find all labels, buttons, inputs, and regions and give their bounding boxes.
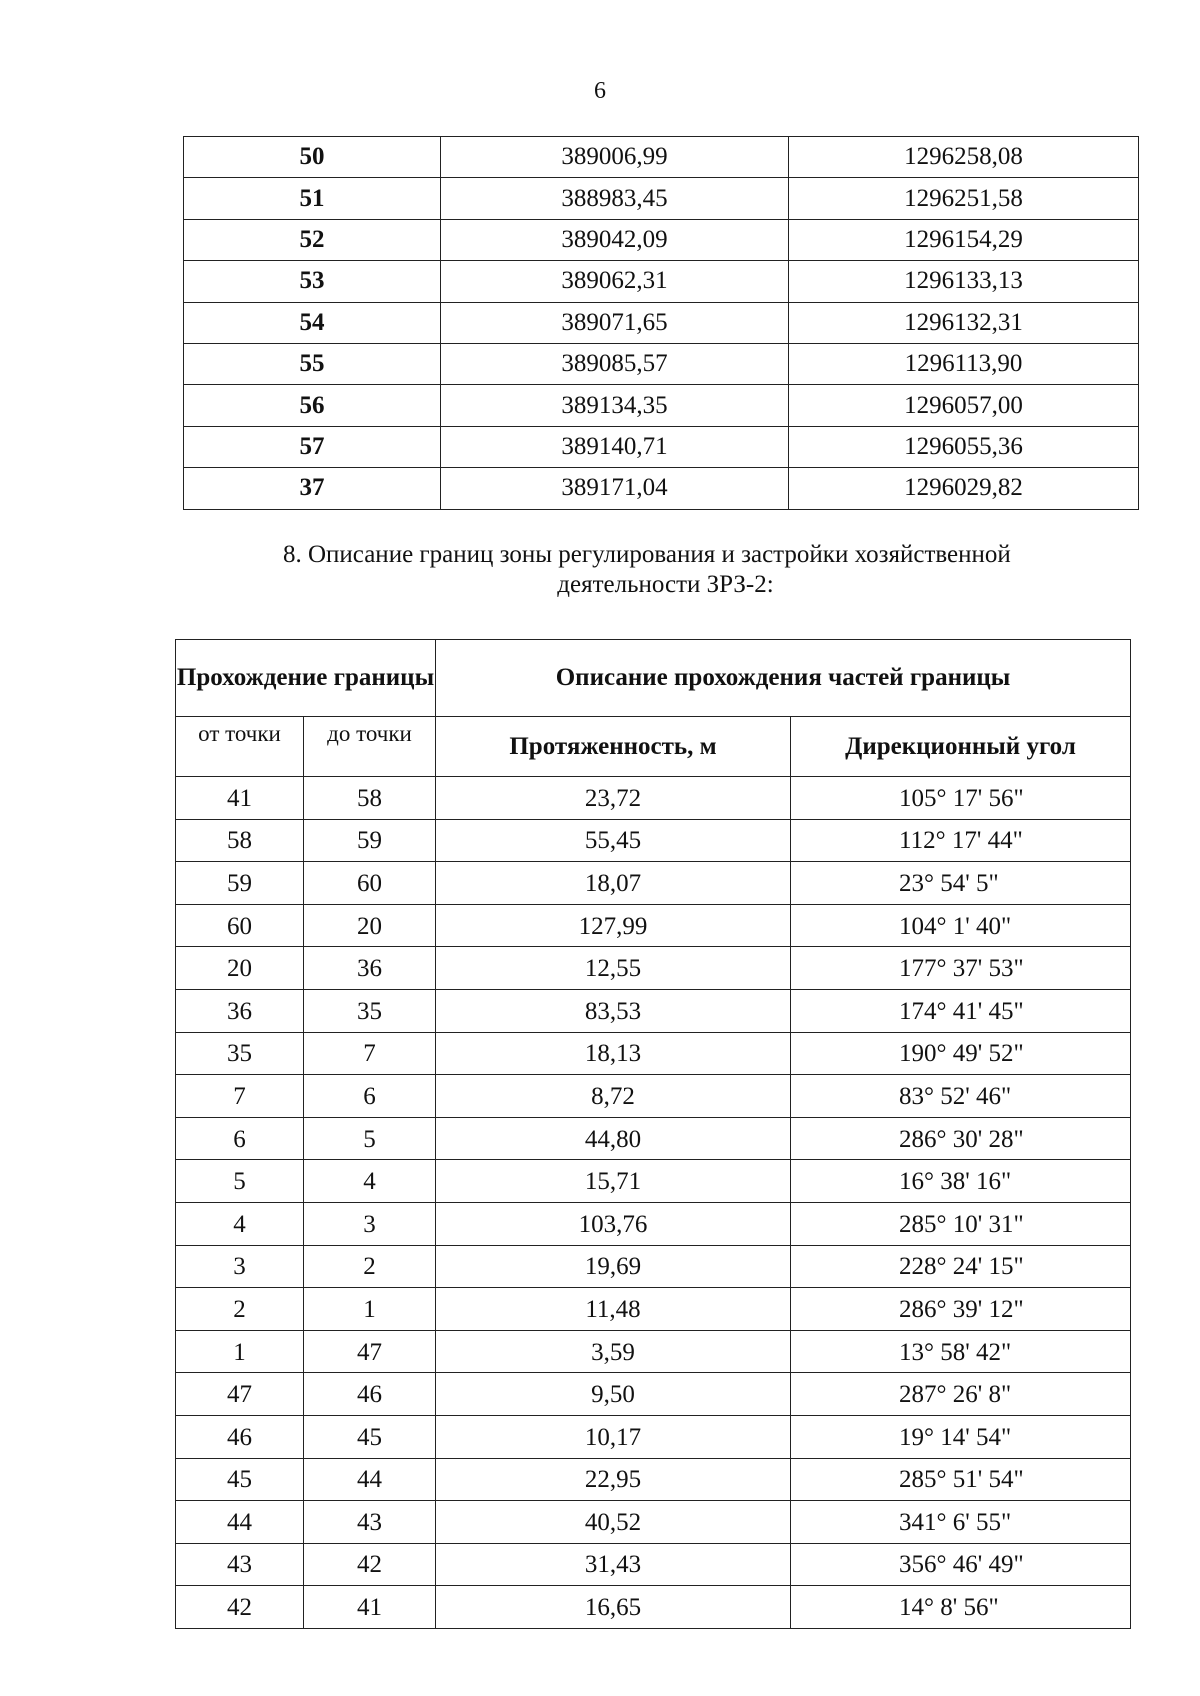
y-cell: 1296154,29	[789, 219, 1139, 260]
table-row	[176, 947, 1131, 990]
angle-cell: 83° 52' 46"	[791, 1075, 1131, 1118]
section-heading	[183, 540, 1138, 600]
angle-cell: 13° 58' 42"	[791, 1330, 1131, 1373]
from-cell: 1	[176, 1330, 304, 1373]
from-cell: 43	[176, 1543, 304, 1586]
angle-cell: 228° 24' 15"	[791, 1245, 1131, 1288]
length-cell: 11,48	[436, 1288, 791, 1331]
y-cell: 1296132,31	[789, 302, 1139, 343]
point-cell: 55	[184, 343, 441, 384]
from-cell: 36	[176, 989, 304, 1032]
angle-cell: 14° 8' 56"	[791, 1586, 1131, 1629]
y-cell: 1296251,58	[789, 178, 1139, 219]
from-cell: 42	[176, 1586, 304, 1629]
table-row	[176, 819, 1131, 862]
boundary-table-body	[176, 777, 1131, 1629]
length-cell: 8,72	[436, 1075, 791, 1118]
length-cell: 19,69	[436, 1245, 791, 1288]
from-cell: 3	[176, 1245, 304, 1288]
to-cell: 7	[304, 1032, 436, 1075]
angle-cell: 19° 14' 54"	[791, 1415, 1131, 1458]
from-cell: 4	[176, 1202, 304, 1245]
header-length: Протяженность, м	[436, 717, 791, 777]
from-cell: 58	[176, 819, 304, 862]
angle-cell: 341° 6' 55"	[791, 1501, 1131, 1544]
angle-cell: 105° 17' 56"	[791, 777, 1131, 820]
table-row	[176, 1330, 1131, 1373]
coordinates-table	[183, 136, 1139, 510]
table-row	[176, 1501, 1131, 1544]
x-cell: 389006,99	[441, 137, 789, 178]
from-cell: 59	[176, 862, 304, 905]
length-cell: 10,17	[436, 1415, 791, 1458]
to-cell: 59	[304, 819, 436, 862]
x-cell: 389085,57	[441, 343, 789, 384]
length-cell: 23,72	[436, 777, 791, 820]
angle-cell: 286° 30' 28"	[791, 1117, 1131, 1160]
table-row	[176, 1543, 1131, 1586]
table-row	[184, 219, 1139, 260]
from-cell: 60	[176, 904, 304, 947]
header-passage: Прохождение границы	[176, 640, 436, 717]
length-cell: 3,59	[436, 1330, 791, 1373]
from-cell: 20	[176, 947, 304, 990]
from-cell: 5	[176, 1160, 304, 1203]
header-angle: Дирекционный угол	[791, 717, 1131, 777]
angle-cell: 16° 38' 16"	[791, 1160, 1131, 1203]
length-cell: 9,50	[436, 1373, 791, 1416]
table-row	[176, 989, 1131, 1032]
to-cell: 44	[304, 1458, 436, 1501]
x-cell: 389140,71	[441, 426, 789, 467]
y-cell: 1296113,90	[789, 343, 1139, 384]
from-cell: 6	[176, 1117, 304, 1160]
length-cell: 83,53	[436, 989, 791, 1032]
from-cell: 2	[176, 1288, 304, 1331]
section-heading-line1: 8. Описание границ зоны регулирования и застройки хозяйственной	[283, 541, 1011, 568]
to-cell: 6	[304, 1075, 436, 1118]
angle-cell: 177° 37' 53"	[791, 947, 1131, 990]
from-cell: 35	[176, 1032, 304, 1075]
angle-cell: 356° 46' 49"	[791, 1543, 1131, 1586]
to-cell: 20	[304, 904, 436, 947]
to-cell: 41	[304, 1586, 436, 1629]
y-cell: 1296055,36	[789, 426, 1139, 467]
header-to-point: до точки	[304, 717, 436, 777]
table-row	[176, 1373, 1131, 1416]
table-row	[184, 385, 1139, 426]
point-cell: 50	[184, 137, 441, 178]
length-cell: 12,55	[436, 947, 791, 990]
table-row	[176, 1160, 1131, 1203]
y-cell: 1296029,82	[789, 468, 1139, 509]
to-cell: 58	[304, 777, 436, 820]
from-cell: 7	[176, 1075, 304, 1118]
to-cell: 2	[304, 1245, 436, 1288]
boundary-table	[175, 639, 1131, 1629]
point-cell: 37	[184, 468, 441, 509]
y-cell: 1296133,13	[789, 261, 1139, 302]
angle-cell: 287° 26' 8"	[791, 1373, 1131, 1416]
table-row	[176, 1032, 1131, 1075]
header-from-point: от точки	[176, 717, 304, 777]
angle-cell: 285° 51' 54"	[791, 1458, 1131, 1501]
x-cell: 389042,09	[441, 219, 789, 260]
from-cell: 41	[176, 777, 304, 820]
x-cell: 389062,31	[441, 261, 789, 302]
to-cell: 1	[304, 1288, 436, 1331]
y-cell: 1296057,00	[789, 385, 1139, 426]
length-cell: 22,95	[436, 1458, 791, 1501]
to-cell: 5	[304, 1117, 436, 1160]
length-cell: 44,80	[436, 1117, 791, 1160]
from-cell: 46	[176, 1415, 304, 1458]
x-cell: 388983,45	[441, 178, 789, 219]
length-cell: 18,13	[436, 1032, 791, 1075]
angle-cell: 104° 1' 40"	[791, 904, 1131, 947]
page-number: 6	[594, 78, 606, 104]
point-cell: 53	[184, 261, 441, 302]
table-row	[184, 261, 1139, 302]
point-cell: 51	[184, 178, 441, 219]
to-cell: 43	[304, 1501, 436, 1544]
angle-cell: 285° 10' 31"	[791, 1202, 1131, 1245]
table-row	[184, 468, 1139, 509]
to-cell: 3	[304, 1202, 436, 1245]
table-row	[176, 777, 1131, 820]
from-cell: 44	[176, 1501, 304, 1544]
length-cell: 16,65	[436, 1586, 791, 1629]
length-cell: 127,99	[436, 904, 791, 947]
angle-cell: 23° 54' 5"	[791, 862, 1131, 905]
table-row	[176, 1117, 1131, 1160]
from-cell: 47	[176, 1373, 304, 1416]
length-cell: 31,43	[436, 1543, 791, 1586]
angle-cell: 190° 49' 52"	[791, 1032, 1131, 1075]
table-row	[184, 178, 1139, 219]
point-cell: 52	[184, 219, 441, 260]
x-cell: 389134,35	[441, 385, 789, 426]
section-heading-line2: деятельности ЗРЗ-2:	[557, 571, 774, 598]
angle-cell: 112° 17' 44"	[791, 819, 1131, 862]
to-cell: 45	[304, 1415, 436, 1458]
table-row	[184, 426, 1139, 467]
coordinates-table-body	[184, 137, 1139, 510]
length-cell: 18,07	[436, 862, 791, 905]
x-cell: 389171,04	[441, 468, 789, 509]
to-cell: 46	[304, 1373, 436, 1416]
point-cell: 54	[184, 302, 441, 343]
table-row	[176, 904, 1131, 947]
table-row	[184, 343, 1139, 384]
length-cell: 15,71	[436, 1160, 791, 1203]
point-cell: 56	[184, 385, 441, 426]
point-cell: 57	[184, 426, 441, 467]
x-cell: 389071,65	[441, 302, 789, 343]
length-cell: 55,45	[436, 819, 791, 862]
from-cell: 45	[176, 1458, 304, 1501]
table-row	[184, 302, 1139, 343]
table-row	[176, 1458, 1131, 1501]
table-row	[176, 1586, 1131, 1629]
table-row	[176, 1415, 1131, 1458]
length-cell: 40,52	[436, 1501, 791, 1544]
table-row	[176, 862, 1131, 905]
to-cell: 36	[304, 947, 436, 990]
to-cell: 42	[304, 1543, 436, 1586]
to-cell: 47	[304, 1330, 436, 1373]
table-row	[176, 1245, 1131, 1288]
angle-cell: 286° 39' 12"	[791, 1288, 1131, 1331]
table-row	[184, 137, 1139, 178]
y-cell: 1296258,08	[789, 137, 1139, 178]
header-description: Описание прохождения частей границы	[436, 640, 1131, 717]
boundary-table-header	[176, 640, 1131, 777]
to-cell: 35	[304, 989, 436, 1032]
table-row	[176, 1288, 1131, 1331]
table-row	[176, 1202, 1131, 1245]
angle-cell: 174° 41' 45"	[791, 989, 1131, 1032]
to-cell: 60	[304, 862, 436, 905]
length-cell: 103,76	[436, 1202, 791, 1245]
table-row	[176, 1075, 1131, 1118]
to-cell: 4	[304, 1160, 436, 1203]
